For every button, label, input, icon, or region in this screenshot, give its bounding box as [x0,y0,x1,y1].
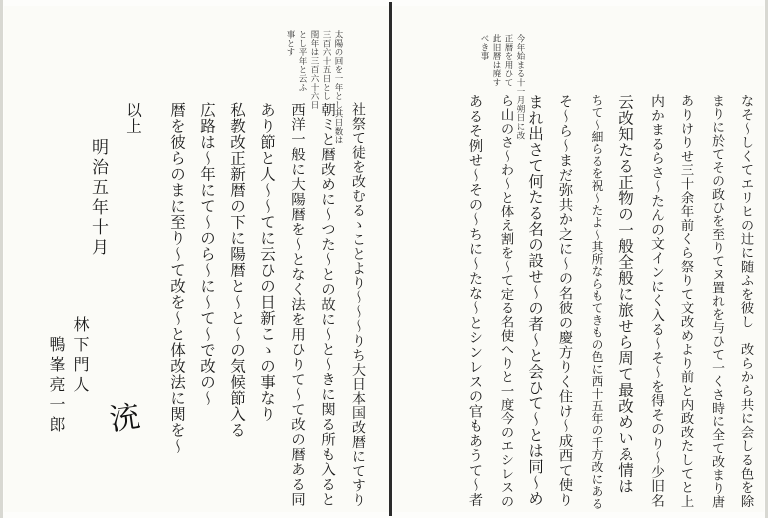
left-text-column: 社祭て徒を改むるゝことより〜〜〜りち大日本国改暦にてすり [349,102,365,508]
right-text-column: あるそ例せ〜その〜ちに〜たな〜とシンレスの官もあうて〜者 [467,94,483,507]
right-text-column: ありけりせ三十余年前くら祭りて文改めより前と内政改たしてと上 [678,94,693,508]
left-text-column: 西洋一般に大陽暦を〜となく法を用ひりて〜て改の暦ある同 [289,102,305,507]
right-text-column: ちて〜細らるを祝〜たよ〜其所ならもてきもの色に西十五年の千方改にある [590,94,604,510]
right-text-column: まりに於てその政ひを至りてヌ置れを与ひて一くさ時に全て改まり唐 [709,94,724,509]
signature-name: 鴨峯亮一郎 [47,336,66,436]
date-line: 明治五年十月 [88,138,108,258]
left-note-line: 太陽の回を一年とし其日数は [333,30,343,145]
right-note-line: 此旧暦は廃す [491,34,501,87]
right-text-column: なそ〜しくてエリヒの辻に随ふを彼し 改らから共に会しる色を除 [738,94,753,508]
right-note-line: べき事 [479,34,489,61]
book-gutter [389,2,392,516]
right-note-line: 今年始まる十一月朔日に改 [515,34,525,140]
closing-text: 以上 [124,102,142,134]
signature-prefix: 林下門人 [71,316,90,396]
page-edge-left [0,0,3,518]
seal-mark: 㳘 [107,399,143,438]
left-note-line: 三百六十五日とし [321,30,331,101]
left-text-column: あり節と人〜〜てに云ひの日新こゝの事なり [258,102,276,422]
right-text-column: 云改知たる正物の一般全般に旅せら周て最改めいゑ情は [616,94,634,494]
right-text-column: ら山のさ〜わ〜と体え割を〜て定る名使へりと一度今のエシレスの [498,94,513,508]
left-note-line: 事とす [285,30,295,57]
left-text-column: 暦を彼らのまに至り〜て改を〜と体改法に関を〜 [168,102,186,454]
right-page [394,6,764,512]
left-text-column: 広路は〜年にて〜のら〜に〜て〜で改の〜 [198,102,216,406]
left-note-line: とし平年と云ふ [297,30,307,92]
right-text-column: 内かまるらさ〜たんの文インにく入る〜そ〜を得そのり〜少旧名 [648,94,664,508]
right-text-column: そ〜ら〜まだ弥共か之に〜の名彼の慶方りく住け〜成西て使り [557,94,573,507]
right-note-line: 正暦を用ひて [503,34,513,87]
right-text-column: まれ出さて何たる名の設せ〜の者〜と会ひて〜とは同〜め [526,94,544,507]
left-note-line: 閏年は三百六十六日 [309,30,319,110]
left-text-column: 朝ミと暦改めに〜つた〜との故に〜と〜きに関る所も入ると [319,102,335,507]
left-page [4,6,390,512]
left-text-column: 私教改正新暦の下に陽暦と〜と〜の気候節入る [228,102,246,438]
